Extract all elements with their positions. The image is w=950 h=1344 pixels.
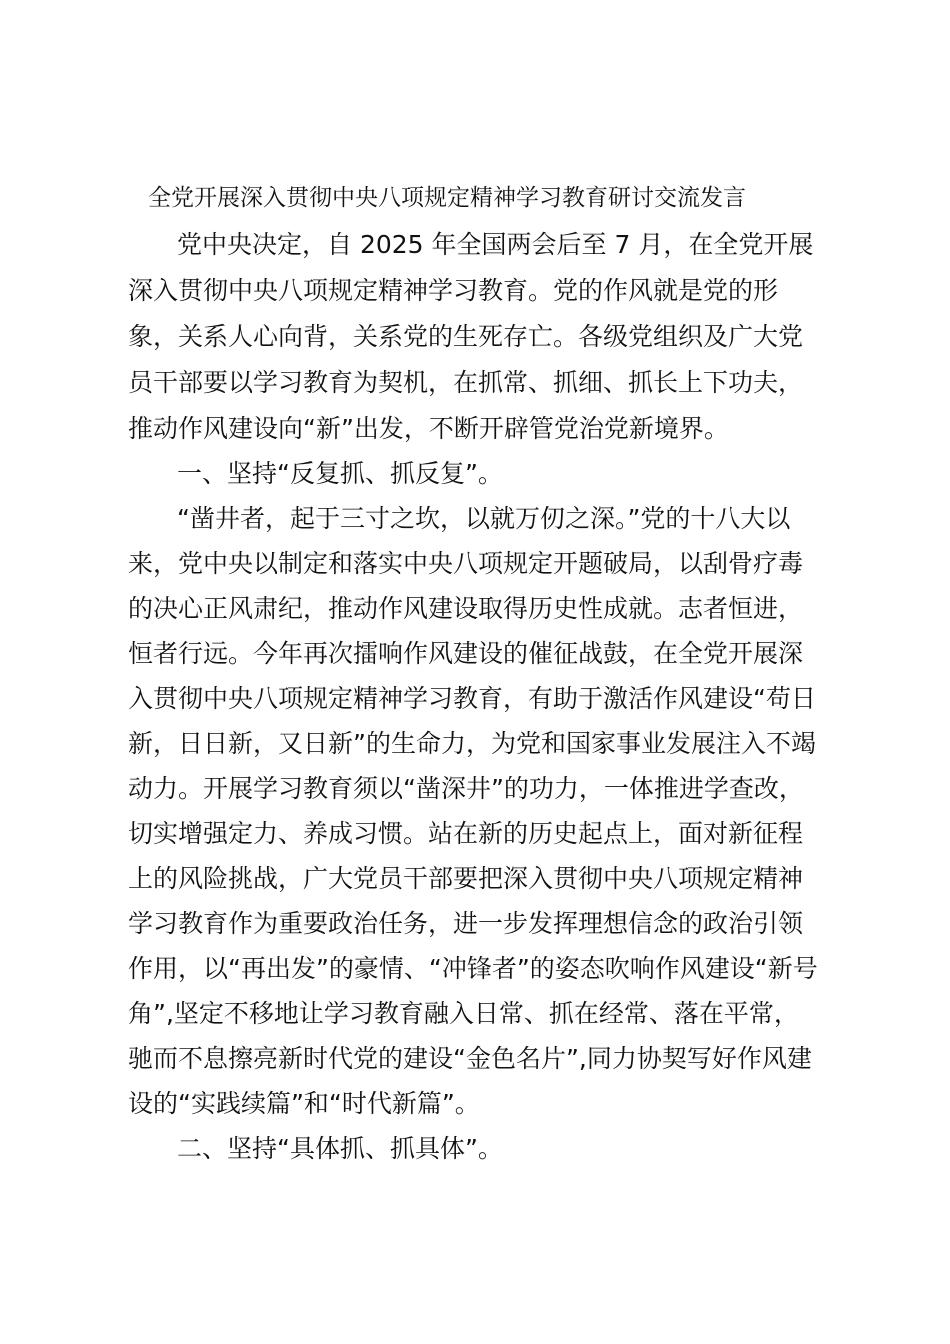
section-1-line-12: 角”,坚定不移地让学习教育融入日常、抓在经常、落在平常， <box>128 999 799 1028</box>
section-1-line-10: 学习教育作为重要政治任务，进一步发挥理想信念的政治引领 <box>128 909 804 938</box>
section-1-line-1: “凿井者，起于三寸之坎，以就万仞之深。”党的十八大以 <box>177 504 791 533</box>
intro-line-5: 推动作风建设向“新”出发，不断开辟管党治党新境界。 <box>128 414 729 443</box>
section-1-line-8: 切实增强定力、养成习惯。站在新的历史起点上，面对新征程 <box>128 819 804 848</box>
intro-line-2: 深入贯彻中央八项规定精神学习教育。党的作风就是党的形 <box>128 276 779 305</box>
section-2-heading: 二、坚持“具体抓、抓具体”。 <box>177 1134 503 1163</box>
intro-line-1: 党中央决定，自 2025 年全国两会后至 7 月，在全党开展 <box>177 230 814 259</box>
section-1-line-13: 驰而不息擦亮新时代党的建设“金色名片”,同力协契写好作风建 <box>128 1044 812 1073</box>
section-1-line-5: 入贯彻中央八项规定精神学习教育，有助于激活作风建设“苟日 <box>128 684 816 713</box>
intro-line-3: 象，关系人心向背，关系党的生死存亡。各级党组织及广大党 <box>128 322 804 351</box>
section-1-line-4: 恒者行远。今年再次擂响作风建设的催征战鼓，在全党开展深 <box>128 639 804 668</box>
section-1-line-9: 上的风险挑战，广大党员干部要把深入贯彻中央八项规定精神 <box>128 864 804 893</box>
section-1-line-11: 作用，以“再出发”的豪情、“冲锋者”的姿态吹响作风建设“新号 <box>128 954 818 983</box>
section-1-line-14: 设的“实践续篇”和“时代新篇”。 <box>128 1089 480 1118</box>
document-title: 全党开展深入贯彻中央八项规定精神学习教育研讨交流发言 <box>148 185 746 211</box>
section-1-heading: 一、坚持“反复抓、抓反复”。 <box>177 459 503 488</box>
section-1-line-6: 新，日日新，又日新”的生命力，为党和国家事业发展注入不竭 <box>128 729 816 758</box>
section-1-line-7: 动力。开展学习教育须以“凿深井”的功力，一体推进学查改， <box>128 774 804 803</box>
section-1-line-2: 来，党中央以制定和落实中央八项规定开题破局，以刮骨疗毒 <box>128 549 804 578</box>
intro-line-4: 员干部要以学习教育为契机，在抓常、抓细、抓长上下功夫， <box>128 368 804 397</box>
section-1-line-3: 的决心正风肃纪，推动作风建设取得历史性成就。志者恒进， <box>128 594 804 623</box>
